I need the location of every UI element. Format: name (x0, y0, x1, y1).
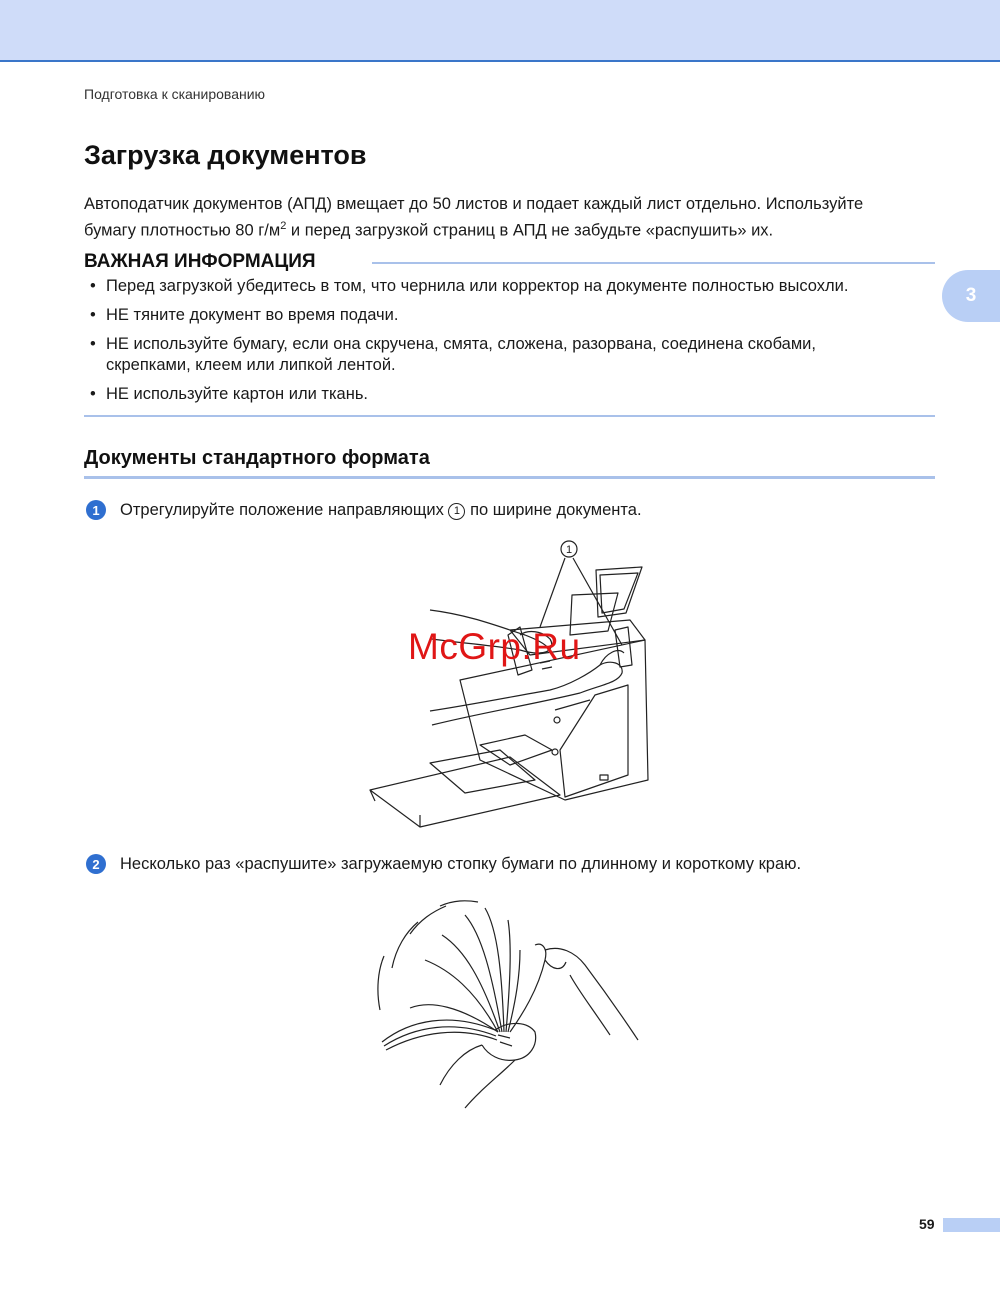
step-1-text-a: Отрегулируйте положение направляющих (120, 501, 449, 519)
intro-superscript: 2 (280, 220, 287, 232)
list-item: • Перед загрузкой убедитесь в том, что чернила или корректор на документе полностью высохли. (90, 276, 900, 297)
intro-line-2b: и перед загрузкой страниц в АПД не забудьте «распушить» их. (286, 221, 774, 240)
header-band (0, 0, 1000, 62)
scanner-illustration (360, 535, 670, 830)
intro-paragraph (84, 193, 944, 242)
running-head: Подготовка к сканированию (84, 86, 266, 102)
chapter-tab: 3 (942, 270, 1000, 322)
step-2-text: Несколько раз «распушите» загружаемую стопку бумаги по длинному и короткому краю. (120, 855, 802, 873)
list-item: • НЕ тяните документ во время подачи. (90, 305, 900, 326)
step-1-text-b: по ширине документа. (465, 501, 642, 519)
intro-line-2a: бумагу плотностью 80 г/м (84, 221, 281, 240)
intro-line-1: Автоподатчик документов (АПД) вмещает до 50 листов и подает каждый лист отдельно. Используйте (84, 195, 864, 213)
important-divider (372, 262, 935, 264)
important-bottom-divider (84, 415, 935, 417)
page-title: Загрузка документов (84, 140, 367, 170)
figure-callout-label: 1 (565, 544, 573, 556)
important-list (90, 276, 900, 413)
watermark: McGrp.Ru (408, 626, 581, 667)
important-heading: ВАЖНАЯ ИНФОРМАЦИЯ (84, 251, 316, 272)
list-item: • НЕ используйте бумагу, если она скручена, смята, сложена, разорвана, соединена скобами, скрепками, клеем или липкой лентой. (90, 334, 900, 376)
page-number: 59 (919, 1216, 935, 1232)
fanning-paper-illustration (370, 890, 655, 1115)
step-2-badge: 2 (86, 854, 106, 874)
section-title: Документы стандартного формата (84, 447, 430, 469)
step-1-text (120, 501, 642, 520)
section-divider (84, 476, 935, 479)
callout-marker: 1 (448, 503, 465, 520)
footer-tab (943, 1218, 1000, 1232)
step-1-badge: 1 (86, 500, 106, 520)
list-item: • НЕ используйте картон или ткань. (90, 384, 900, 405)
